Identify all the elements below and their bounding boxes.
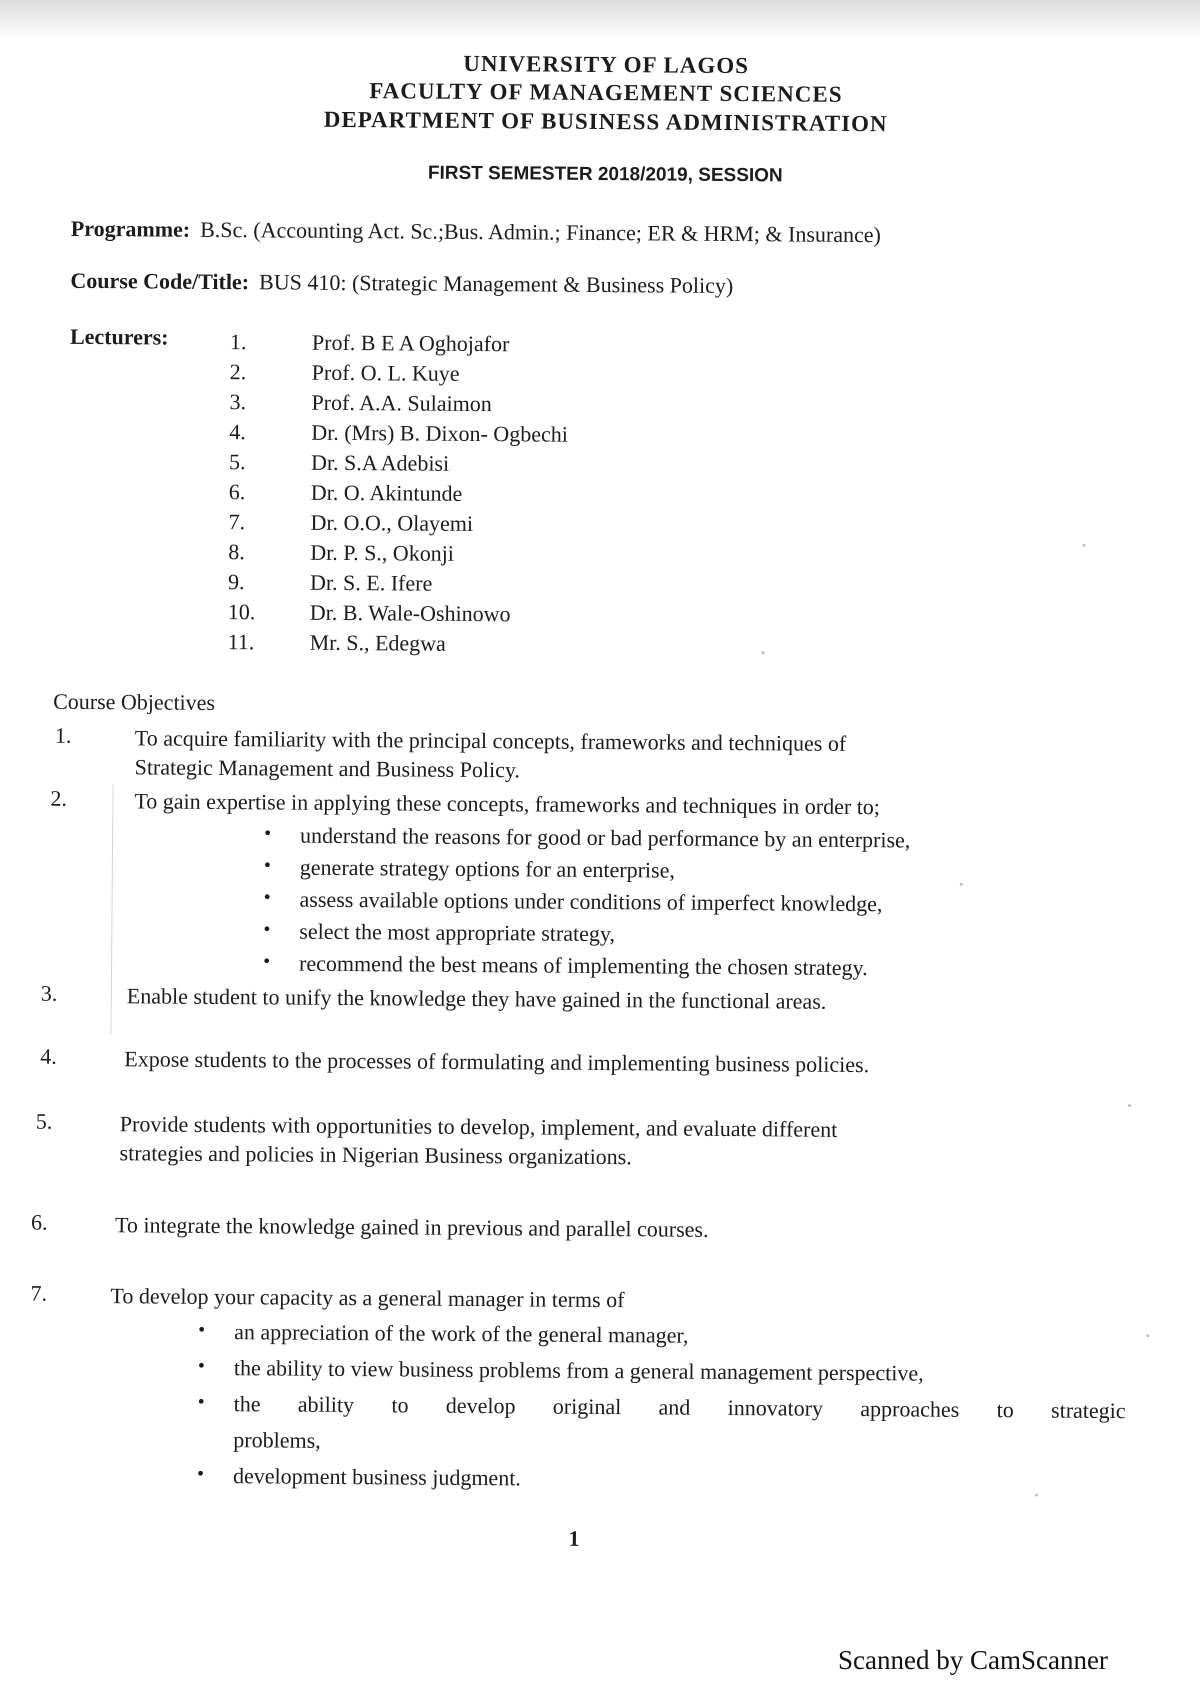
objective-bullet: • select the most appropriate strategy,	[263, 918, 616, 947]
lecturer-number: 6.	[228, 479, 246, 505]
objective-text	[119, 1109, 1115, 1175]
objective-bullet: • an appreciation of the work of the general manager,	[198, 1318, 689, 1348]
lecturer-name: Dr. S. E. Ifere	[309, 569, 433, 596]
course-value: BUS 410: (Strategic Management & Business Policy)	[258, 269, 734, 299]
objective-number: 3.	[40, 980, 58, 1006]
objective-line: Enable student to unify the knowledge they have gained in the functional areas.	[126, 983, 827, 1014]
lecturer-number: 1.	[229, 329, 247, 355]
lecturer-number: 7.	[228, 509, 246, 535]
objective-bullet: • the ability to develop original and innovatory approaches to strategic	[197, 1390, 1126, 1424]
objective-line: Expose students to the processes of formulating and implementing business policies.	[124, 1046, 870, 1078]
lecturer-number: 9.	[227, 569, 245, 595]
lecturer-name: Dr. P. S., Okonji	[310, 539, 455, 566]
lecturer-number: 4.	[229, 419, 246, 445]
objective-bullet: • the ability to view business problems from a general management perspective,	[197, 1354, 924, 1386]
course-line	[70, 268, 733, 299]
lecturer-name: Mr. S., Edegwa	[309, 629, 446, 656]
objective-bullet-continuation: problems,	[233, 1427, 321, 1453]
objective-text	[127, 981, 827, 1015]
objective-text	[135, 723, 1101, 789]
lecturer-number: 11.	[227, 629, 255, 655]
session-title: FIRST SEMESTER 2018/2019, SESSION	[427, 162, 783, 187]
lecturer-name: Dr. O. Akintunde	[310, 479, 463, 506]
page-number: 1	[568, 1525, 580, 1551]
objectives-heading: Course Objectives	[53, 688, 216, 715]
objective-number: 2.	[50, 785, 67, 811]
objective-number: 5.	[35, 1108, 53, 1134]
scanner-watermark: Scanned by CamScanner	[838, 1645, 1108, 1675]
objective-line: strategies and policies in Nigerian Business organizations.	[119, 1140, 632, 1170]
margin-rule	[111, 784, 114, 1034]
objective-line: To develop your capacity as a general manager in terms of	[110, 1283, 625, 1313]
objective-number: 1.	[54, 722, 72, 748]
lecturer-name: Dr. O.O., Olayemi	[310, 509, 474, 536]
objective-line: To acquire familiarity with the principal concepts, frameworks and techniques of	[134, 725, 847, 756]
lecturer-number: 8.	[228, 539, 245, 565]
course-label: Course Code/Title:	[70, 267, 250, 295]
objective-bullet: • assess available options under conditions of imperfect knowledge,	[263, 886, 883, 917]
objective-number: 7.	[30, 1280, 48, 1306]
objective-text	[115, 1210, 709, 1244]
programme-value: B.Sc. (Accounting Act. Sc.;Bus. Admin.; Finance; ER & HRM; & Insurance)	[200, 216, 881, 248]
lecturers-label: Lecturers:	[69, 323, 169, 350]
objective-line: To integrate the knowledge gained in previous and parallel courses.	[114, 1212, 709, 1242]
objective-bullet: • generate strategy options for an enterprise,	[263, 854, 676, 883]
lecturer-number: 3.	[229, 389, 247, 415]
objective-bullet: • understand the reasons for good or bad performance by an enterprise,	[264, 822, 911, 853]
lecturer-number: 2.	[229, 359, 247, 385]
objective-number: 6.	[30, 1209, 48, 1235]
programme-label: Programme:	[70, 215, 191, 242]
objective-line: Provide students with opportunities to develop, implement, and evaluate different	[119, 1111, 838, 1142]
lecturer-number: 10.	[227, 599, 256, 625]
lecturer-name: Dr. S.A Adebisi	[310, 449, 450, 476]
objective-text	[124, 1044, 869, 1079]
objective-line: To gain expertise in applying these concepts, frameworks and techniques in order to;	[134, 788, 881, 820]
objective-text	[134, 786, 1100, 823]
objective-number: 4.	[40, 1043, 57, 1069]
objective-bullet: • recommend the best means of implementing the chosen strategy.	[263, 950, 868, 981]
faculty-name: FACULTY OF MANAGEMENT SCIENCES	[369, 78, 843, 107]
objective-line: Strategic Management and Business Policy.	[134, 754, 521, 783]
objective-bullet: • development business judgment.	[197, 1462, 521, 1491]
programme-line	[71, 216, 881, 248]
lecturer-name: Prof. O. L. Kuye	[311, 359, 460, 386]
department-name: DEPARTMENT OF BUSINESS ADMINISTRATION	[323, 106, 888, 137]
lecturer-name: Prof. B E A Oghojafor	[311, 329, 510, 357]
lecturer-name: Dr. B. Wale-Oshinowo	[309, 599, 511, 627]
lecturer-number: 5.	[228, 449, 246, 475]
objective-text	[110, 1281, 624, 1314]
lecturer-name: Dr. (Mrs) B. Dixon- Ogbechi	[311, 419, 569, 447]
lecturer-name: Prof. A.A. Sulaimon	[311, 389, 492, 417]
university-name: UNIVERSITY OF LAGOS	[463, 50, 750, 79]
